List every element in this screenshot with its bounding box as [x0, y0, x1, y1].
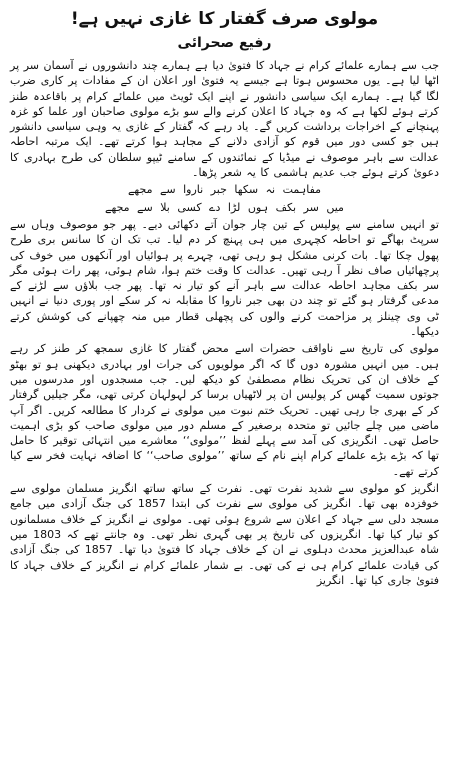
article-paragraph: انگریز کو مولوی سے شدید نفرت تھی۔ نفرت کے ساتھ ساتھ انگریز مسلمان مولوی سے خوفزدہ بھی تھا۔ انگریز کی مولوی سے نفرت کی ابتدا 1857 کی جنگ آزادی میں جامع مسجد دلی سے جہاد کے اعلان سے شروع ہوئی تھی۔ مولوی نے انگریز کے خلاف مسلمانوں کو تیار کیا تھا۔ انگریزوں کی تاریخ پر بھی گہری نظر تھی۔ وہ جانتے تھے کہ 1803 میں شاہ عبدالعزیز محدث دہلوی نے ان کے خلاف جہاد کا فتویٰ دیا تھا۔ 1857 کی جنگ آزادی کی قیادت علمائے کرام ہی نے کی تھی۔ بے شمار علمائے کرام نے انگریز کے خلاف جہاد کا فتویٰ جاری کیا تھا۔ انگریز	[10, 482, 439, 587]
article-paragraph: مولوی کی تاریخ سے ناواقف حضرات اسے محض گفتار کا غازی سمجھ کر طنز کر رہے ہیں۔ میں انہیں مشورہ دوں گا کہ اگر مولویوں کی جرات اور بہادری دیکھنی ہو تو بھٹو کے خلاف ان کی تحریک نظام مصطفیٰ کو دیکھ لیں۔ جب مسجدوں اور مدرسوں میں جوتوں سمیت گھس کر پولیس ان پر لاٹھیاں برسا کر لہولہان کرتی تھی، مگر جیلیں گرفتار کر کے بھری جا رہی تھیں۔ تحریک ختم نبوت میں مولوی نے کردار کا مطالعہ کریں۔ اگر آپ ماضی میں چلے جائیں تو متحدہ برصغیر کے مسلم دور میں مولوی صاحب کو بڑی اہمیت حاصل تھی۔ انگریزی کی آمد سے پہلے لفظ ’’مولوی‘‘ معاشرے میں انتہائی توقیر کا حامل تھا کہ بڑے بڑے علمائے کرام اپنے نام کے ساتھ ’’مولوی صاحب‘‘ کا اضافہ نہایت فخر سے کیا کرتے تھے۔	[10, 342, 439, 478]
verse-line: میں سر بکف ہوں لڑا دے کسی بلا سے مجھے	[105, 200, 344, 214]
author-byline: رفیع صحرائی	[177, 35, 272, 51]
article-paragraph: جب سے ہمارے علمائے کرام نے جہاد کا فتویٰ دیا ہے ہمارے چند دانشوروں نے آسمان سر پر اٹھا لیا ہے۔ یوں محسوس ہوتا ہے جیسے یہ فتویٰ اور اعلان ان کے مفادات پر کاری ضرب لگا گیا ہے۔ ہمارے ایک سیاسی دانشور نے اپنے ایک ٹویٹ میں علمائے کرام پر باقاعدہ طنز کرتے ہوئے لکھا ہے کہ وہ جہاد کا اعلان کرنے والے سو بڑے مولوی صاحبان اور علما کو غزہ پہنچانے کے اخراجات برداشت کریں گے۔ یاد رہے کہ گفتار کے غازی یہ وہی سیاسی دانشور ہیں جو کسی دور میں قوم کو آزادی دلانے کے مجاہد ہوا کرتے تھے۔ ایک مرتبہ احاطہ عدالت سے باہر موصوف نے میڈیا کے نمائندوں کے سامنے ٹیپو سلطان کی طرح بہادری کا دعویٰ کرتے ہوئے جب عدیم ہاشمی کا یہ شعر پڑھا۔	[10, 59, 439, 180]
article-body	[10, 58, 439, 588]
article-title: مولوی صرف گفتار کا غازی نہیں ہے!	[70, 9, 379, 29]
article-paragraph: تو انہیں سامنے سے پولیس کے تین چار جوان آتے دکھائی دیے۔ پھر جو موصوف وہاں سے سرپٹ بھاگے تو احاطہ کچہری میں ہی پہنچ کر دم لیا۔ تب تک ان کا سانس بری طرح پھول چکا تھا۔ بات کرنی مشکل ہو رہی تھی، چہرے پر ہوائیاں اور آنکھوں میں خوف کی پرچھائیاں صاف نظر آ رہی تھیں۔ عدالت کا وقت ختم ہوا، شام ہوئی، پھر رات ہوئی مگر سر بکف مجاہد احاطہ عدالت سے باہر آنے کو تیار نہ تھا۔ پھر جب بلاؤں سے لڑنے کے مدعی گرفتار ہو گئے تو چند دن بھی جبر ناروا کا مقابلہ نہ کر سکے اور پوری دنیا نے انہیں ٹی وی چینلز پر مزاحمت کرنے والوں کی پچھلی قطار میں منہ چھپانے کی کوشش کرتے دیکھا۔	[10, 217, 439, 339]
verse-line: مفاہمت نہ سکھا جبر ناروا سے مجھے	[127, 183, 322, 197]
